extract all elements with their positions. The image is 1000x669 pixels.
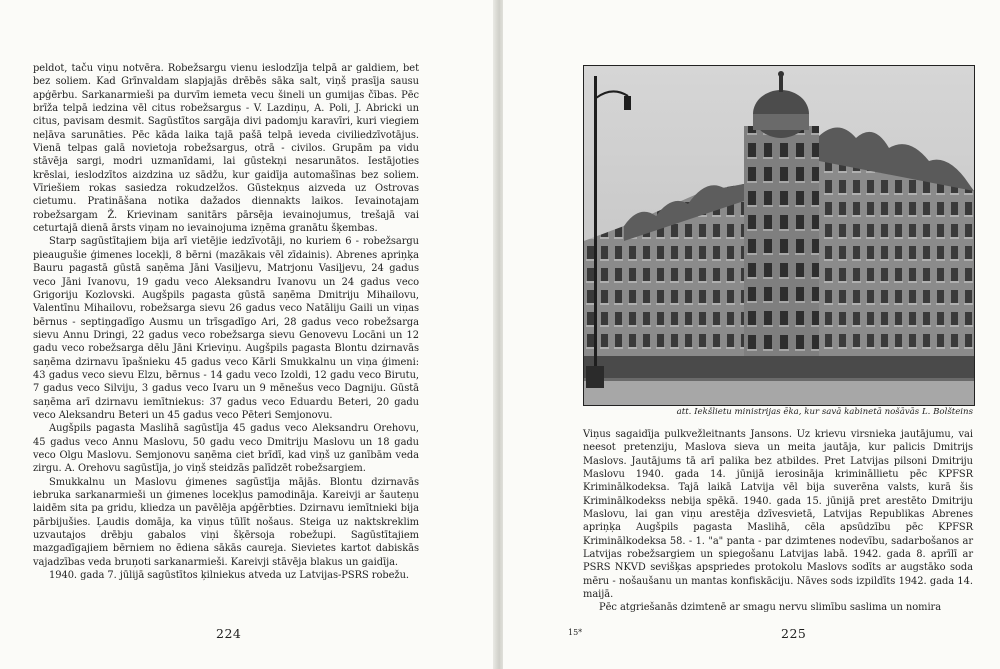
paragraph: Pēc atgriešanās dzimtenē ar smagu nervu slimību saslima un nomira: [599, 602, 942, 614]
paragraph: peldot, taču viņu notvēra. Robežsargu vienu ieslodzīja telpā ar galdiem, bet bez soliem. Kad Grīnvaldam slapjajās drēbēs sāka salt, viņš prasīja sausu apģērbu. Sarkanarmieši pa durvīm iemeta vecu šineli un gumijas čības. Pēc brīža telpā iedzina vēl citus robežsargus - V. Lazdiņu, A. Poli, J. Abricki un citus, pavisam desmit. Sagūstītos sargājа divi padomju karavīri, kuri viegiem neļāva sarunāties. Pēc kāda laika tajā pašā telpā ieveda civiliedzīvotājus. Vienā telpas galā novietoja robežsargus, otrā - civilos. Grupām pa vidu stāvēja sargi, modri uzmanīdami, lai gūstekņi nesarunātos. Iestājoties krēslai, ieslodzītos aizdzina uz sādžu, kur gaidīja automašīnas bez soliem. Vīriešiem rokas sasiedza rokudzelžos. Gūstekņus aizveda uz Ostrovas cietumu. Pratināšana notika dažados diennakts laikos. Ievainotajam robežsargam Ž. Krievinam sanitārs pārsēja ievainojumus, trešajā vai ceturtajā dienā ārsts viņam no ievainojuma izņēma granātu šķembas.: [33, 63, 419, 235]
right-page-text: [583, 428, 973, 615]
paragraph: Smukkalnu un Maslovu ģimenes sagūstīja mājās. Blontu dzirnavās iebruka sarkanarmieši un ģimenes locekļus pamodināja. Kareivji ar šauteņu laidēm sita pa gridu, kliedza un pavēlēja apģērbties. Dzirnavu iemītnieki bija pārbijušies. Ļaudis domāja, ka viņus tūlīt nošaus. Steiga uz naktskreklim uzvautajos drēbju gabalos viņi šķērsoja robežupi. Sagūstītajiem mazgadīgajiem bērniem no ēdiena sākās caureja. Sievietes kartot dabiskās vajadzības veda bruņoti sarkanarmieši. Kareivji stāvēja blakus un gaidīja.: [33, 476, 419, 568]
left-page: [0, 0, 497, 669]
right-page: [503, 0, 1000, 669]
paragraph: 1940. gada 7. jūlijā sagūstītos ķilniekus atveda uz Latvijas-PSRS robežu.: [49, 570, 409, 582]
page-number-right: 225: [781, 626, 807, 641]
building-photo: [583, 65, 975, 406]
signature-mark: 15*: [568, 628, 583, 637]
paragraph: Starp sagūstītajiem bija arī vietējie iedzīvotāji, no kuriem 6 - robežsargu pieaugušie ģimenes locekļi, 8 bērni (mazākais vēl zīdainis). Abrenes apriņķa Bauru pagastā gūstā saņēma Jāni Vasiļjevu, Matrjonu Vasiļjevu, 24 gadus veco Jāni Ivanovu, 19 gadu veco Aleksandru Ivanovu un 24 gadus veco Grigoriju Kozlovski. Augšpils pagasta gūstā saņēma Dmitriju Mihailovu, Valentīnu Mihailovu, robežsarga sievu 26 gadus veco Natāliju Gaili un viņas bērnus - septiņgadīgo Ausmu un trīsgadīgo Ari, 28 gadus veco robežsarga sievu Annu Dringi, 22 gadus veco robežsarga sievu Genovevu Locāni un 12 gadu veco robežsarga dēlu Jāni Krieviņu. Augšpils pagasta Blontu dzirnavās saņēma dzirnavu īpašnieku 45 gadus veco Kārli Smukkalnu un viņa ģimeni: 43 gadus veco sievu Elzu, bērnus - 14 gadu veco Izoldi, 12 gadu veco Birutu, 7 gadus veco Silviju, 3 gadus veco Ivaru un 9 mēnešus veco Dagniju. Gūstā saņēma arī dzirnavu iemītniekus: 37 gadus veco Eduardu Beteri, 20 gadu veco Aleksandru Beteri un 45 gadus veco Pēteri Semjonovu.: [33, 236, 419, 421]
figure-caption: att. Iekšlietu ministrijas ēka, kur savā kabinetā nošāvās L. Bolšteins: [676, 407, 973, 417]
building-photo-image: [584, 66, 974, 405]
paragraph: Viņus sagaidīja pulkvežleitnants Jansons. Uz krievu virsnieka jautājumu, vai neesot pretenziju, Maslova sieva un meita jautāja, kur palicis Dmitrijs Maslovs. Jautājums tā arī palika bez atbildes. Pret Latvijas pilsoni Dmitriju Maslovu 1940. gada 14. jūnijā ierosināja krimināllietu pēc KPFSR Kriminālkodeksa. Tajā laikā Latvija vēl bija suverēna valsts, kurā šis Kriminālkodekss nebija spēkā. 1940. gada 15. jūnijā pret arestēto Dmitriju Maslovu, lai gan viņu arestēja dzīvesvietā, Latvijas Republikas Abrenes apriņķa Augšpils pagasta Maslihā, cēla apsūdzību pēc KPFSR Kriminālkodeksa 58. - 1. "a" panta - par dzimtenes nodevību, sadarbošanos ar Latvijas robežsargiem un spiegošanu Latvijas labā. 1942. gada 8. aprīlī ar PSRS NKVD sevišķas apspriedes protokolu Maslovs sodīts ar augstāko soda mēru - nošaušanu un mantas konfiskāciju. Nāves sods izpildīts 1942. gada 14. maijā.: [583, 429, 973, 601]
left-page-text: [33, 62, 419, 582]
page-number-left: 224: [216, 626, 242, 641]
paragraph: Augšpils pagasta Maslihā sagūstīja 45 gadus veco Aleksandru Orehovu, 45 gadus veco Annu Maslovu, 50 gadu veco Dmitriju Maslovu un 18 gadu veco Olgu Maslovu. Semjonovu saņēma ciet brīdī, kad viņš uz ganībām veda zirgu. A. Orehovu sagūstīja, jo viņš steidzās palīdzēt robežsargiem.: [33, 423, 419, 475]
